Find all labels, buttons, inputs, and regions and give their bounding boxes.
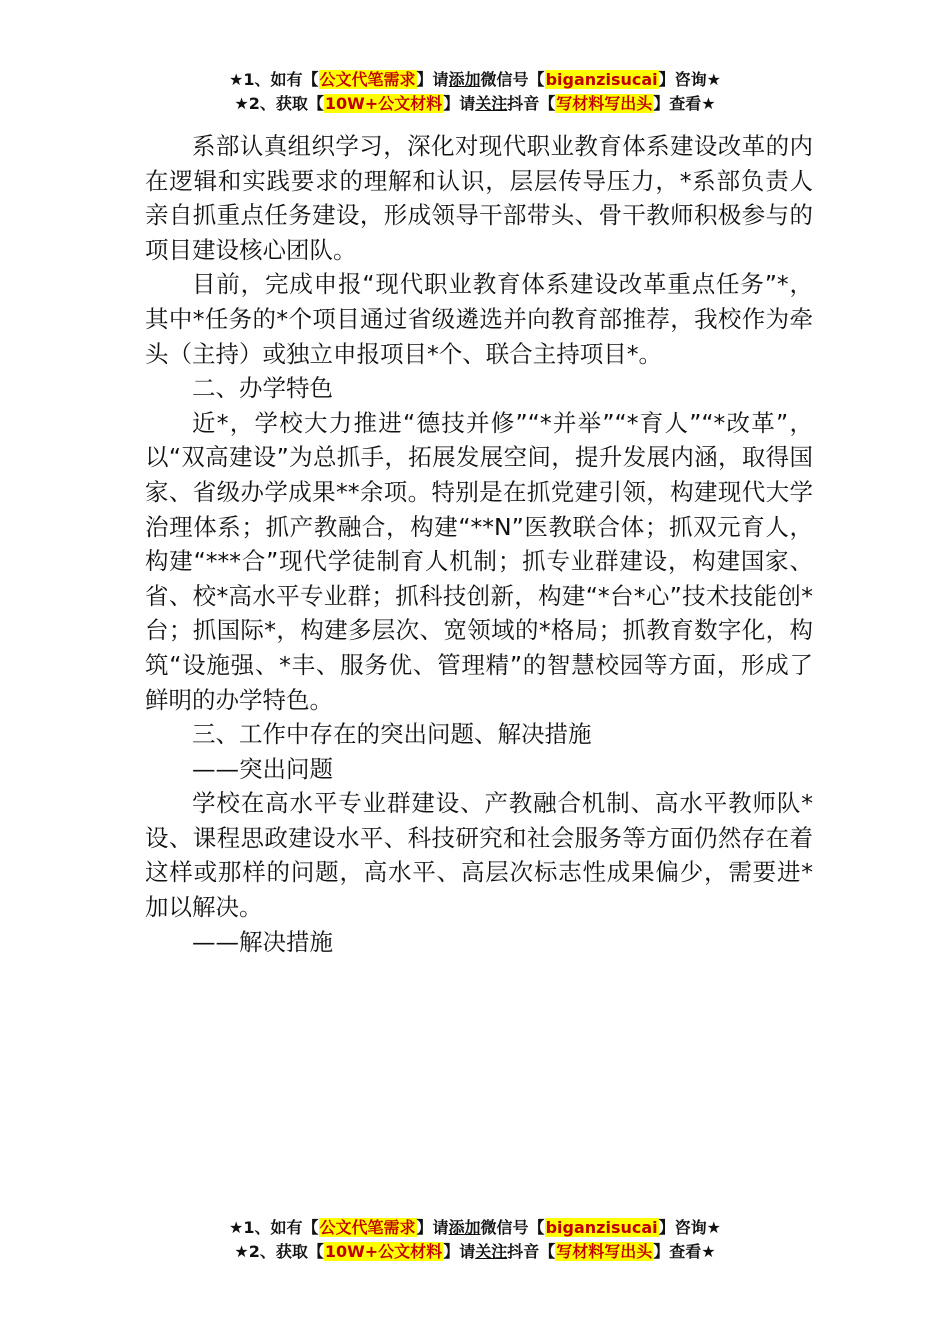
banner-text: 】请 bbox=[416, 1218, 449, 1237]
banner-text: 】查看★ bbox=[653, 1242, 716, 1261]
paragraph-problems: 学校在高水平专业群建设、产教融合机制、高水平教师队*设、课程思政建设水平、科技研究和社会服务等方面仍然存在着这样或那样的问题，高水平、高层次标志性成果偏少，需要进*加以解决。 bbox=[145, 789, 813, 922]
banner-text: 微信号【 bbox=[480, 70, 545, 89]
banner-text: 】请 bbox=[416, 70, 449, 89]
highlight-ghostwriting: 公文代笔需求 bbox=[319, 1218, 416, 1237]
banner-line-1 bbox=[0, 68, 950, 92]
footer-banner bbox=[0, 1216, 950, 1264]
banner-text: ★1、如有【 bbox=[229, 70, 319, 89]
banner-text: 抖音【 bbox=[507, 1242, 556, 1261]
highlight-douyin-account: 写材料写出头 bbox=[556, 94, 653, 113]
banner-line-2 bbox=[0, 1240, 950, 1264]
banner-text: 】查看★ bbox=[653, 94, 716, 113]
paragraph-features: 近*，学校大力推进“德技并修”“*并举”“*育人”“*改革”，以“双高建设”为总抓手，拓展发展空间，提升发展内涵，取得国家、省级办学成果**余项。特别是在抓党建引领，构建现代大学治理体系；抓产教融合，构建“**N”医教联合体；抓双元育人，构建“***合”现代学徒制育人机制；抓专业群建设，构建国家、省、校*高水平专业群；抓科技创新，构建“*台*心”技术技能创*台；抓国际*，构建多层次、宽领域的*格局；抓教育数字化，构筑“设施强、*丰、服务优、管理精”的智慧校园等方面，形成了鲜明的办学特色。 bbox=[145, 408, 813, 714]
banner-text: 抖音【 bbox=[507, 94, 556, 113]
subheading-problems: ——突出问题 bbox=[192, 754, 333, 783]
highlight-wechat-id: biganzisucai bbox=[545, 70, 658, 89]
banner-text: 微信号【 bbox=[480, 1218, 545, 1237]
highlight-wechat-id: biganzisucai bbox=[545, 1218, 658, 1237]
highlight-materials: 10W+公文材料 bbox=[324, 94, 443, 113]
banner-text: 】请 bbox=[443, 1242, 476, 1261]
banner-underlined-text: 关注 bbox=[475, 94, 508, 113]
header-banner bbox=[0, 68, 950, 116]
paragraph-study: 系部认真组织学习，深化对现代职业教育体系建设改革的内在逻辑和实践要求的理解和认识，层层传导压力，*系部负责人亲自抓重点任务建设，形成领导干部带头、骨干教师积极参与的项目建设核心团队。 bbox=[145, 132, 813, 264]
banner-text: 】咨询★ bbox=[658, 1218, 721, 1237]
section-heading-problems: 三、工作中存在的突出问题、解决措施 bbox=[192, 720, 592, 749]
banner-text: ★2、获取【 bbox=[234, 94, 324, 113]
banner-text: ★1、如有【 bbox=[229, 1218, 319, 1237]
highlight-materials: 10W+公文材料 bbox=[324, 1242, 443, 1261]
banner-line-1 bbox=[0, 1216, 950, 1240]
highlight-ghostwriting: 公文代笔需求 bbox=[319, 70, 416, 89]
subheading-measures: ——解决措施 bbox=[192, 927, 333, 956]
document-body bbox=[145, 129, 813, 959]
banner-text: 】咨询★ bbox=[658, 70, 721, 89]
paragraph-application: 目前，完成申报“现代职业教育体系建设改革重点任务”*，其中*任务的*个项目通过省级遴选并向教育部推荐，我校作为牵头（主持）或独立申报项目*个、联合主持项目*。 bbox=[145, 270, 813, 368]
banner-underlined-text: 添加 bbox=[448, 1218, 481, 1237]
highlight-douyin-account: 写材料写出头 bbox=[556, 1242, 653, 1261]
banner-text: ★2、获取【 bbox=[234, 1242, 324, 1261]
banner-line-2 bbox=[0, 92, 950, 116]
banner-text: 】请 bbox=[443, 94, 476, 113]
banner-underlined-text: 关注 bbox=[475, 1242, 508, 1261]
section-heading-features: 二、办学特色 bbox=[192, 374, 333, 403]
banner-underlined-text: 添加 bbox=[448, 70, 481, 89]
